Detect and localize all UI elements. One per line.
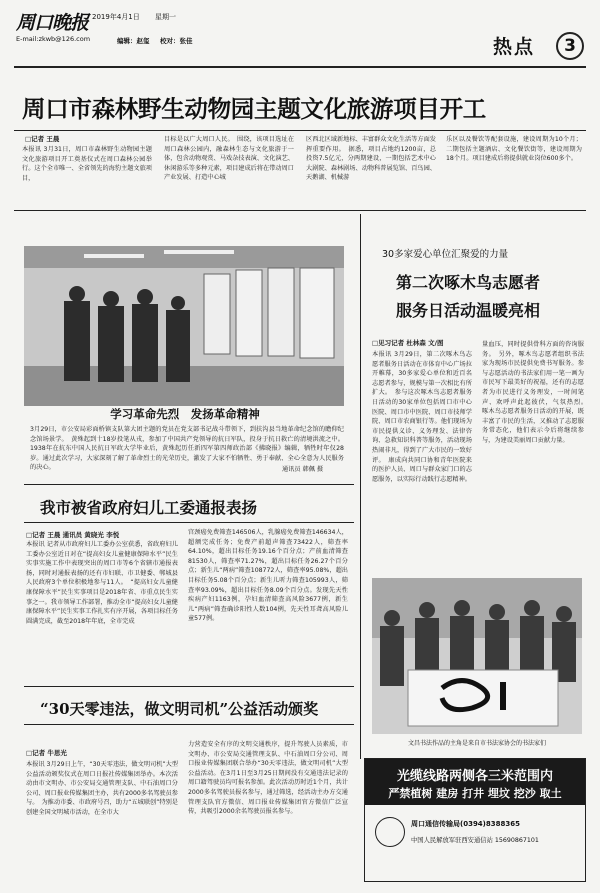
page-number-badge: 3	[556, 32, 584, 60]
masthead-rule	[14, 66, 586, 68]
paper-logo: 周口晚报	[16, 12, 89, 34]
lead-headline: 周口市森林野生动物园主题文化旅游项目开工	[22, 95, 486, 123]
lead-col-3: 区西北区域新地标、丰富群众文化生活等方面发挥重要作用。 据悉，项目占地约1200亩，总投资7.5亿元，分两期建设，一期包括艺术中心大剧院、森林剧场、动物科普展览馆、百鸟园、天鹅湖、机械游	[306, 136, 436, 182]
masthead	[0, 0, 600, 68]
proof-label: 校对：张佳	[160, 37, 193, 45]
traffic-col-1: 本报讯 3月29日上午，“30天零违法，做文明司机”大型公益活动颁奖仪式在周口日报社传媒集团举办。本次活动由市文明办、市公安局交通管理支队、中石油周口分公司、周口报业传媒集团主办，共有2000多名驾驶员参与。 为推动市委、市政府号召，助力“五城联创”特别是创建全国文明城市活动，在全市大	[26, 761, 178, 816]
ad-line-2: 严禁植树 建房 打井 埋坟 挖沙 取土	[388, 787, 562, 800]
calligraphy-photo	[372, 578, 582, 734]
lead-col-2: 目标是以广大周口人民。 围绕，该项目选址在周口森林公园内，融森林生态与文化旅游于一体，包含动物观赏、马戏杂技表演、文化演艺、休闲游乐等多种元素，项目建成后将在带动周口产业发展、打造中心城	[164, 136, 294, 182]
lead-byline: □记者 王晨	[25, 135, 60, 143]
ad-org-2: 中国人民解放军驻西安通信站 15690867101	[411, 837, 539, 844]
lead-bottom-rule	[14, 210, 586, 211]
section-title: 热点	[493, 36, 536, 58]
editor-label: 编辑：赵玺	[117, 37, 150, 45]
volunteer-byline: □见习记者 杜林森 文/图	[372, 339, 444, 347]
police-photo	[24, 246, 344, 406]
traffic-rule	[24, 724, 354, 725]
women-col-1: 本报讯 记者从市政府妇儿工委办公室获悉，省政府妇儿工委办公室近日对在“提高妇女儿童健康保障水平”民生实事实施工作中表现突出的周口市等6个省辖市通报表扬，同时对通报表扬的还有市妇联、市卫健委、郸城县人民政府3个单位积极地参与11人。 “提高妇女儿童健康保障水平”民生实事项目是2018年省、市重点民生实事之一。我市领导工作部署，推动全市“提高妇女儿童健康保障水平”民生实事工作扎实有序开展，各项目标任务圆满完成，截至2018年年底，全市完成	[26, 541, 178, 625]
ad-org: 周口通信传输局(0394)8388365	[411, 820, 520, 828]
photo-caption-body: 3月29日，市公安局彩面桥镇支队第大团主题的党员在党支部书记战斗带领下，到扶沟县当地革命纪念馆的瞻仰纪念馆场景学。 黄殊起到十18岁投笔从戎，参加了中国共产党领导的抗日军队，投身于抗日救亡的清境洪流之中。1938年在抗东中国人民抗日军政大学毕业后，黄殊起历任新四军第四师政治部《拂晓报》编辑，牺牲时年仅28岁。通过此次学习，大家深刻了解了革命烈士的光荣历史，激发了大家不怕牺牲、勇于奉献、全心全意为人民服务的决心。	[30, 426, 344, 472]
volunteer-col-2: 量血压，同时提供骨科方面的咨询服务。 另外，啄木鸟志愿者组织书法家为现场市民提供免费书写服务。参与志愿活动的书法家们用一笔一画为市民写下最美好的祝福，还有的志愿者为市民进行义务理发，一时间笔声、欢呼声此起彼伏，气氛热烈。 啄木鸟志愿者服务日活动的开展，既丰富了市民的生活，又推动了志愿服务常态化，他们表示今后将继续参与，为建设美丽周口贡献力量。	[482, 341, 591, 444]
lead-rule	[14, 130, 586, 131]
photo-credit: 通讯员 韩佩 摄	[282, 466, 324, 473]
photo-bottom-rule	[24, 484, 354, 485]
women-headline: 我市被省政府妇儿工委通报表扬	[40, 498, 258, 517]
calligraphy-caption: 文昌书法作品的主角是来自市书法家协会的书法家们	[407, 740, 546, 747]
traffic-byline: □记者 牛思光	[26, 749, 67, 757]
cable-ad	[364, 758, 586, 882]
lead-col-1: 本报讯 3月31日，周口市森林野生动物园主题文化旅游项目开工奠基仪式在周口森林公园举行。这个全市唯一、全省领先的海豹主题文旅项目，	[22, 146, 152, 182]
women-bottom-rule	[24, 686, 354, 687]
women-rule	[24, 522, 354, 523]
photo-caption-title: 学习革命先烈 发扬革命精神	[110, 407, 260, 421]
volunteer-col-1: 本报讯 3月29日，第二次啄木鸟志愿者服务日活动在市体育中心广场拉开帷幕，30多家爱心单位和近百名志愿者参与，规模与第一次相比有所扩大。 参与这次啄木鸟志愿者服务日活动的30家单位包括周口市中心医院、周口市中医院、周口市技师学院、周口市农商银行等。他们现场为市民提供义诊、义务理发、法律咨询、急救知识科普等服务，活动现场热闹非凡，得到了广大市民的一致好评。 康成向共同口协和青年医院来的医护人员、周口与群众家门口的志愿服务，以实际行动践行志愿精神。	[372, 351, 472, 483]
women-col-2: 宫颈癌免费筛查146506人，乳腺癌免费筛查146634人，超额完成任务；免费产前超声筛查73422人，筛查率64.10%，超出目标任务19.16个百分点；产前血清筛查81530人，筛查率71.27%，超出目标任务26.27个百分点；新生儿“两病”筛查108772人，筛查率95.08%，超出目标任务5.08个百分点；新生儿听力筛查105993人，筛查率93.09%，超出目标任务8.09个百分点。发现先天性疾病产妇1163例，孕妇血清筛查高风险3677例，新生儿“两病”筛查确诊阳性人数104例，先天性耳聋高风险儿童577例。	[188, 529, 348, 623]
right-column-divider	[360, 214, 361, 759]
issue-date: 2019年4月1日	[92, 13, 140, 21]
volunteer-kicker: 30多家爱心单位汇聚爱的力量	[382, 249, 509, 260]
women-byline: □记者 王晨 通讯员 黄晓光 李悦	[26, 531, 120, 539]
ad-line-1: 光缆线路两侧各三米范围内	[396, 769, 553, 784]
volunteer-headline-1: 第二次啄木鸟志愿者	[396, 273, 541, 292]
lead-col-4: 乐区以及餐饮等配套设施，建设周期为10个月；二期包括主题酒店、文化餐饮街等，建设周期为18个月。项目建成后将提供就业岗位600多个。	[446, 136, 582, 163]
issue-weekday: 星期一	[155, 13, 176, 21]
volunteer-headline-2: 服务日活动温暖亮相	[396, 301, 541, 320]
ad-org-logo-icon	[375, 817, 405, 847]
email: E-mail:zkwb@126.com	[16, 35, 91, 43]
traffic-col-2: 力营造安全有序的文明交通秩序，提升驾驶人员素质，市文明办、市公安局交通管理支队、中石油周口分公司、周口报业传媒集团联合举办“30天零违法，做文明司机”大型公益活动。在3月1日至3月25日期间没有交通违法记录的周口籍驾驶员均可报名参加。此次活动历时近1个月，共计2000多名驾驶员报名参与，通过筛选，经活动主办方交通管理支队官方微信、周口报业传媒集团官方微信广泛宣传，共吸引2000余名驾驶员报名参与。	[188, 741, 348, 816]
traffic-headline: “30天零违法，做文明司机”公益活动颁奖	[40, 700, 319, 718]
